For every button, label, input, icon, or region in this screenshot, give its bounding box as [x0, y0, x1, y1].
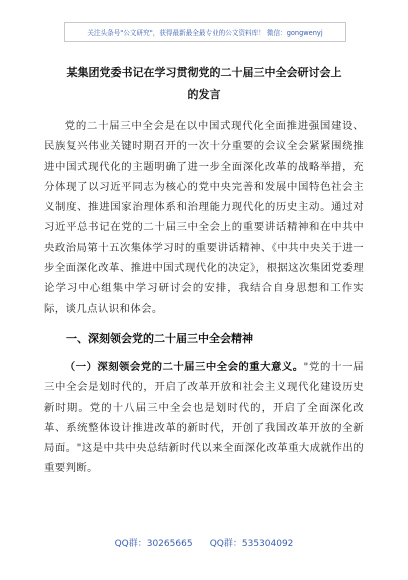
header-banner-text: 关注头条号"公文研究"，获得最新最全最专业的公文资料库！ 微信：gongwenyj [87, 29, 323, 37]
subsection-paragraph [44, 357, 364, 479]
document-title-line2: 的发言 [187, 88, 221, 101]
document-body [44, 62, 364, 479]
section-heading: 一、深刻领会党的二十届三中全会精神 [66, 331, 253, 345]
document-title [44, 62, 364, 106]
subsection-heading: （一）深刻领会党的二十届三中全会的重大意义。 [64, 360, 304, 373]
header-banner [64, 22, 346, 42]
document-title-line1: 某集团党委书记在学习贯彻党的二十届三中全会研讨会上 [66, 66, 342, 79]
footer-contact: QQ群：30265665 QQ群：535304092 [114, 539, 294, 549]
subsection-text: "党的十一届三中全会是划时代的，开启了改革开放和社会主义现代化建设历史新时期。党的十八届三中全会也是划时代的，开启了全面深化改革、系统整体设计推进改革的新时代，开创了我国改革开放的全新局面。"这是中共中央总结新时代以来全面深化改革重大成就作出的重要判断。 [44, 360, 364, 475]
intro-paragraph: 党的二十届三中全会是在以中国式现代化全面推进强国建设、民族复兴伟业关键时期召开的一次十分重要的会议全会紧紧围绕推进中国式现代化的主题明确了进一步全面深化改革的战略举措，充分体现了以习近平同志为核心的党中央完善和发展中国特色社会主义制度、推进国家治理体系和治理能力现代化的历史主动。通过对习近平总书记在党的二十届三中全会上的重要讲话精神和在中共中央政治局第十五次集体学习时的重要讲话精神、《中共中央关于进一步全面深化改革、推进中国式现代化的决定》，根据这次集团党委理论学习中心组集中学习研讨会的安排，我结合自身思想和工作实际，谈几点认识和体会。 [44, 120, 364, 315]
